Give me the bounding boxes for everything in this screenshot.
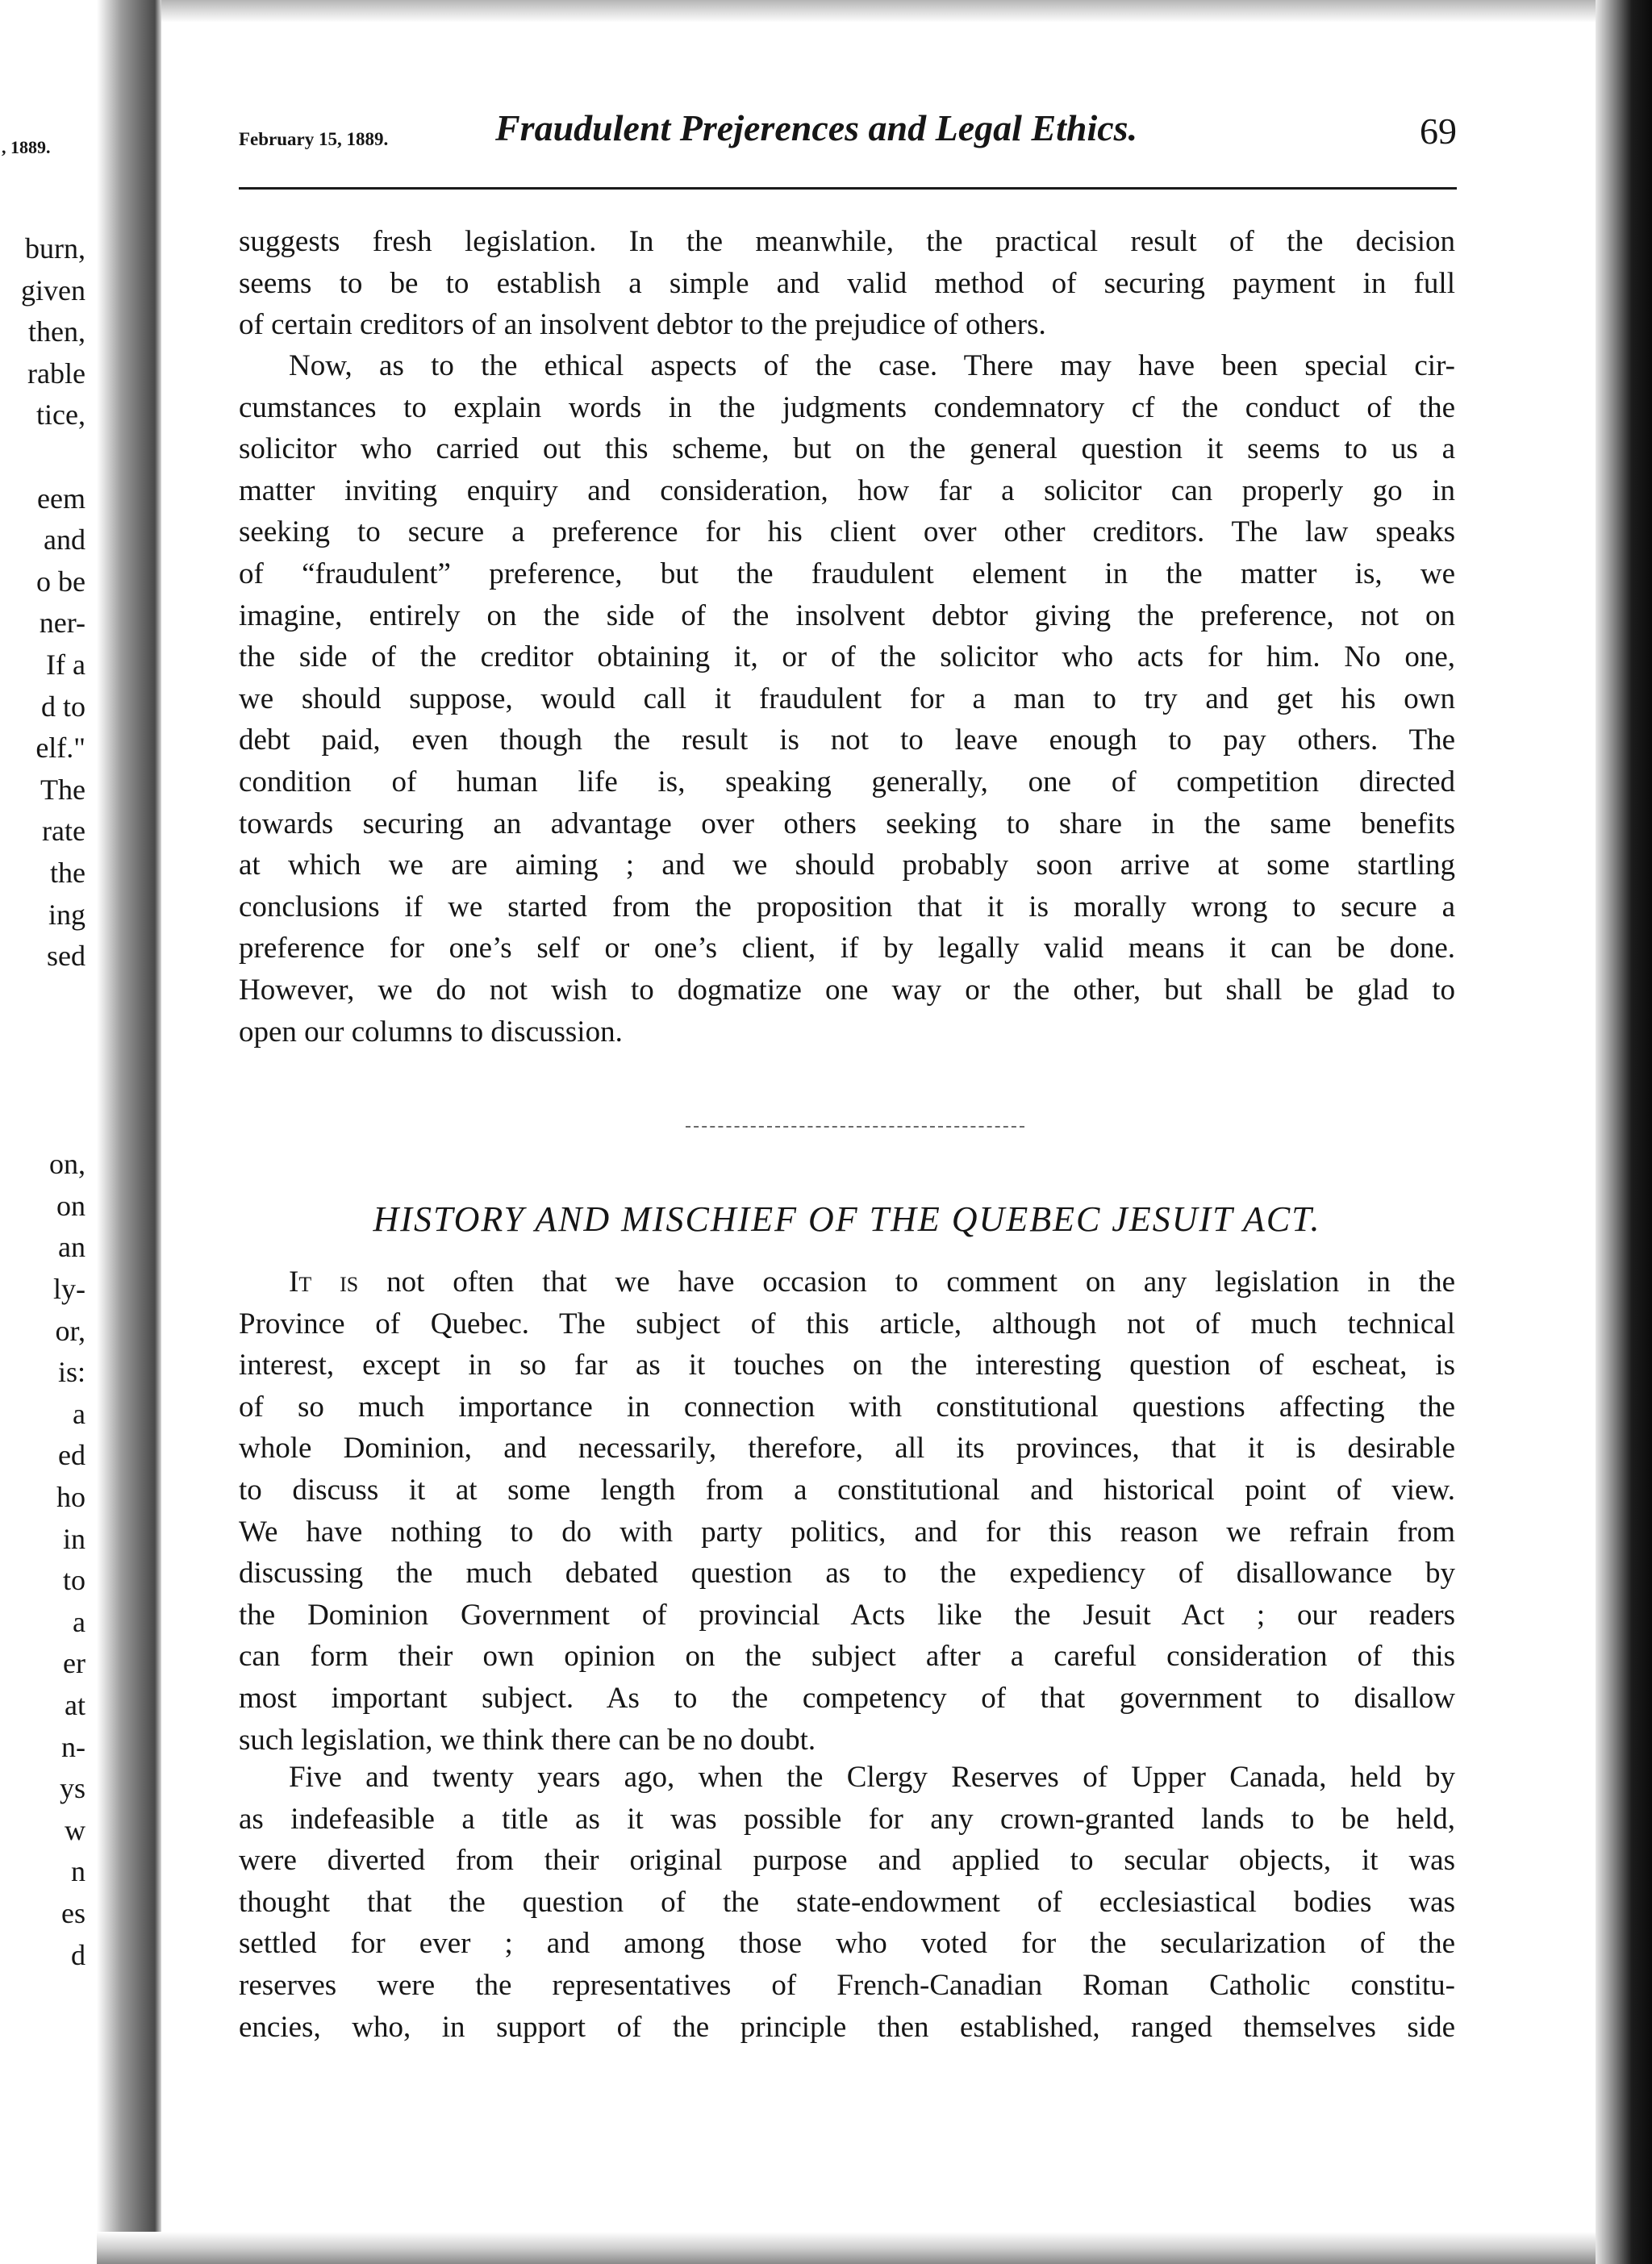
facing-page-line: sed <box>47 940 86 973</box>
text-line: Province of Quebec. The subject of this article, although not of much technical <box>239 1307 1455 1340</box>
facing-page-line: ly- <box>53 1273 86 1305</box>
facing-page-line: in <box>62 1522 86 1555</box>
first-line-rest: not often that we have occasion to comment on any legislation in the <box>358 1265 1455 1299</box>
text-line: whole Dominion, and necessarily, therefore, all its provinces, that it is desirable <box>239 1432 1455 1466</box>
facing-page-line: rate <box>42 815 86 848</box>
facing-page-line: ys <box>59 1772 86 1805</box>
text-line: condition of human life is, speaking generally, one of competition directed <box>239 765 1455 798</box>
text-line: Five and twenty years ago, when the Clergy Reserves of Upper Canada, held by <box>289 1761 1455 1794</box>
facing-page-line: rable <box>27 356 86 390</box>
text-line: can form their own opinion on the subject after a careful consideration of this <box>239 1640 1455 1674</box>
text-line: seems to be to establish a simple and valid method of securing payment in full <box>239 266 1455 300</box>
paragraph-1 <box>239 221 1455 346</box>
facing-page-line: ho <box>56 1481 86 1513</box>
facing-page-line: w <box>65 1813 86 1846</box>
scan-top-edge <box>161 0 1596 23</box>
facing-page-date: , 1889. <box>2 137 51 157</box>
text-line: cumstances to explain words in the judgments condemnatory cf the conduct of the <box>239 390 1455 424</box>
facing-page-line: n- <box>61 1730 86 1763</box>
header-title: Fraudulent Prejerences and Legal Ethics. <box>495 107 1138 148</box>
text-line: settled for ever ; and among those who voted for the secularization of the <box>239 1927 1455 1961</box>
text-line: to discuss it at some length from a constitutional and historical point of view. <box>239 1473 1455 1507</box>
facing-page-line: at <box>65 1689 86 1721</box>
facing-page-line: burn, <box>25 232 86 265</box>
text-line: towards securing an advantage over others seeking to share in the same benefits <box>239 807 1455 840</box>
facing-page-line: a <box>73 1397 86 1430</box>
text-line: the Dominion Government of provincial Acts like the Jesuit Act ; our readers <box>239 1598 1455 1632</box>
facing-page-line: a <box>73 1605 86 1638</box>
facing-page-line: to <box>62 1564 86 1597</box>
facing-page-line: on, <box>49 1148 86 1181</box>
scan-bottom-edge <box>97 2232 1596 2264</box>
facing-page-line: and <box>44 523 86 557</box>
scan-right-edge <box>1596 0 1652 2264</box>
facing-page-line: eem <box>37 482 86 515</box>
text-line: suggests fresh legislation. In the meanwhile, the practical result of the decision <box>239 225 1455 258</box>
text-line: discussing the much debated question as to the expediency of disallowance by <box>239 1557 1455 1591</box>
paragraph-3 <box>239 1261 1455 1761</box>
text-line: Now, as to the ethical aspects of the case. There may have been special cir- <box>289 349 1455 382</box>
facing-page-line: d <box>71 1938 86 1971</box>
text-line: the side of the creditor obtaining it, or of the solicitor who acts for him. No one, <box>239 640 1455 674</box>
text-line: debt paid, even though the result is not to leave enough to pay others. The <box>239 723 1455 757</box>
header-rule <box>239 187 1457 190</box>
text-line: were diverted from their original purpose and applied to secular objects, it was <box>239 1844 1455 1878</box>
facing-page-line: elf." <box>35 732 86 765</box>
facing-page-line: n <box>71 1855 86 1888</box>
facing-page-line: ner- <box>39 607 86 640</box>
facing-page-line: given <box>21 273 86 306</box>
text-line: However, we do not wish to dogmatize one way or the other, but shall be glad to <box>239 973 1455 1007</box>
text-line: matter inviting enquiry and consideration, how far a solicitor can properly go in <box>239 473 1455 507</box>
text-line: encies, who, in support of the principle then established, ranged themselves side <box>239 2010 1455 2044</box>
text-line: such legislation, we think there can be no doubt. <box>239 1723 816 1757</box>
text-line: we should suppose, would call it fraudulent for a man to try and get his own <box>239 682 1455 715</box>
section-heading: HISTORY AND MISCHIEF OF THE QUEBEC JESUIT ACT. <box>373 1199 1321 1239</box>
facing-page-line: then, <box>28 315 86 348</box>
facing-page-line: o be <box>36 565 86 598</box>
page-number: 69 <box>1420 110 1457 152</box>
text-line: preference for one’s self or one’s client, if by legally valid means it can be done. <box>239 932 1455 965</box>
text-line: of certain creditors of an insolvent debtor to the prejudice of others. <box>239 308 1046 342</box>
text-line: of “fraudulent” preference, but the fraudulent element in the matter is, we <box>239 557 1455 590</box>
facing-page-fragment <box>0 0 89 2264</box>
text-line: as indefeasible a title as it was possible for any crown-granted lands to be held, <box>239 1802 1455 1836</box>
text-line: interest, except in so far as it touches on the interesting question of escheat, is <box>239 1349 1455 1382</box>
facing-page-line: er <box>63 1647 86 1680</box>
text-line: imagine, entirely on the side of the insolvent debtor giving the preference, not on <box>239 598 1455 632</box>
running-header <box>239 106 1457 163</box>
lead-words: It is <box>289 1265 359 1299</box>
facing-page-line: es <box>61 1897 86 1929</box>
facing-page-line: the <box>50 857 86 889</box>
facing-page-line: If a <box>46 648 86 681</box>
text-line: of so much importance in connection with constitutional questions affecting the <box>239 1390 1455 1424</box>
paragraph-2 <box>239 345 1455 1053</box>
text-line: most important subject. As to the competency of that government to disallow <box>239 1681 1455 1715</box>
facing-page-line: is: <box>57 1356 86 1389</box>
section-divider <box>686 1126 1024 1128</box>
facing-page-line: an <box>58 1231 86 1264</box>
text-line: seeking to secure a preference for his client over other creditors. The law speaks <box>239 515 1455 549</box>
facing-page-line: ed <box>58 1439 86 1472</box>
text-line: open our columns to discussion. <box>239 1015 623 1049</box>
facing-page-line: d to <box>40 690 86 723</box>
text-line: solicitor who carried out this scheme, but on the general question it seems to us a <box>239 432 1455 466</box>
facing-page-line: tice, <box>36 398 86 432</box>
text-line: conclusions if we started from the proposition that it is morally wrong to secure a <box>239 890 1455 924</box>
facing-page-line: The <box>40 773 86 806</box>
facing-page-line: on <box>56 1189 86 1222</box>
text-line <box>239 1261 1455 1303</box>
facing-page-line: ing <box>48 898 86 931</box>
facing-page-line: or, <box>55 1314 86 1347</box>
text-line: reserves were the representatives of French-Canadian Roman Catholic constitu- <box>239 1968 1455 2002</box>
header-date: February 15, 1889. <box>239 129 389 149</box>
paragraph-4 <box>239 1757 1455 2048</box>
text-line: We have nothing to do with party politics, and for this reason we refrain from <box>239 1515 1455 1549</box>
text-line: at which we are aiming ; and we should probably soon arrive at some startling <box>239 848 1455 882</box>
text-line: thought that the question of the state-endowment of ecclesiastical bodies was <box>239 1885 1455 1919</box>
